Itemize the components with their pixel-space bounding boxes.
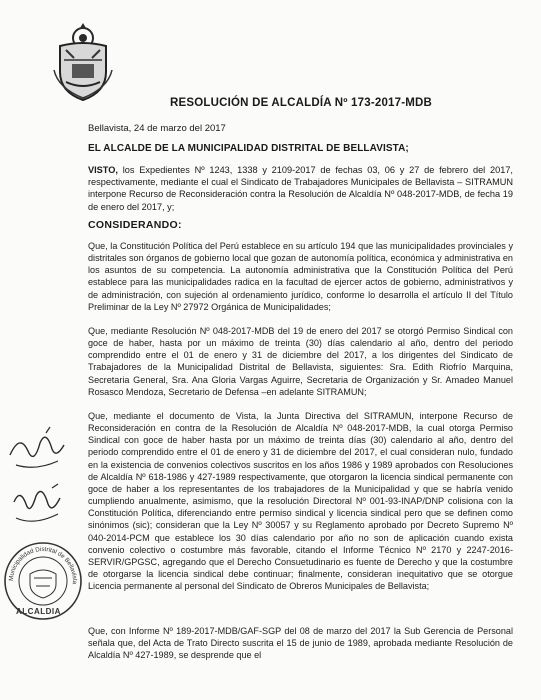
resolution-date: Bellavista, 24 de marzo del 2017 (88, 123, 226, 134)
paragraph-informe-189: Que, con Informe Nº 189-2017-MDB/GAF-SGP del 08 de marzo del 2017 la Sub Gerencia de Personal señala que, del Acta de Trato Directo suscrita el 15 de junio de 1989, aprobada mediante Resolución de Alcaldía Nº 427-1989, se desprende que el (88, 626, 513, 661)
stamp-center-word: ALCALDIA (16, 607, 61, 616)
visto-text: los Expedientes Nº 1243, 1338 y 2109-2017 de fechas 03, 06 y 27 de febrero del 2017, respectivamente, mediante el cual el Sindicato de Trabajadores Municipales de Bellavista – SITRAMUN interpone Recurso de Reconsideración contra la Resolución de Alcaldía Nº 048-2017-MDB, de fecha 19 de enero del 2017, y; (88, 165, 513, 212)
issuer-heading: EL ALCALDE DE LA MUNICIPALIDAD DISTRITAL DE BELLAVISTA; (88, 143, 409, 154)
initials-signature-icon (8, 482, 66, 530)
stamp-ring-text: Municipalidad Distrital de Bellavista (7, 545, 79, 585)
coat-of-arms-icon (52, 20, 114, 102)
considerando-label: CONSIDERANDO: (88, 219, 182, 231)
paragraph-constitution: Que, la Constitución Política del Perú establece en su artículo 194 que las municipalidades provinciales y distritales son órganos de gobierno local que gozan de autonomía política, económica y administrativa en los asuntos de su competencia. La autonomía administrativa que la Constitución Política del Perú establece para las municipalidades radica en la facultad de ejercer actos de gobierno, administrativos y de administración, con sujeción al ordenamiento jurídico, conforme lo desarrolla el artículo II del Título Preliminar de la Ley Nº 27972 Orgánica de Municipalidades; (88, 241, 513, 312)
paragraph-resolution-048: Que, mediante Resolución Nº 048-2017-MDB del 19 de enero del 2017 se otorgó Permiso Sindical con goce de haber, hasta por un máximo de treinta (30) días calendario al año, dentro del periodo comprendido entre el 01 de enero y 31 de diciembre del 2017, a los dirigentes del Sindicato de Trabajadores de la Municipalidad Distrital de Bellavista, siguientes: Sra. Edith Riofrío Marquina, Secretaria General, Sra. Ana Gloria Vargas Aguirre, Secretaria de Organización y Sr. Amadeo Manuel Rosasco Mendoza, Secretario de Defensa –en adelante SITRAMUN; (88, 326, 513, 397)
visto-section (88, 164, 513, 213)
paragraph-reconsideration: Que, mediante el documento de Vista, la Junta Directiva del SITRAMUN, interpone Recurso de Reconsideración en contra de la Resolución de Alcaldía Nº 048-2017-MDB, la cual otorga Permiso Sindical con goce de haber hasta por un máximo de treinta días (30) calendario al año, dentro del periodo comprendido entre el 01 de enero y 31 de diciembre del 2017, el cual consideran nulo, fundado en la existencia de convenios colectivos suscritos en los años 1986 y 1989 aprobados con Resoluciones de Alcaldía Nº 618-1986 y 427-1989 respectivamente, que otorgaron la licencia sindical permanente con goce de haber a los representantes de los trabajadores de la Municipalidad y que se habría venido cumpliendo anualmente, asimismo, que la resolución Directoral Nº 001-93-INAP/DNP colisiona con la Constitución Política, diferenciando entre permiso sindical y licencia sindical pero que se definen como sinónimos (sic); consideran que la Ley Nº 30057 y su Reglamento aprobado por Decreto Supremo Nº 040-2014-PCM que establece los 30 días calendario por año no son de aplicación cuando exista convenio colectivo o costumbre más favorable, citando el Informe Técnico Nº 2170 y 2247-2016-SERVIR/GPGSC, agregando que el Derecho Consuetudinario es fuente de Derecho y que la costumbre de otorgarse la licencia sindical debe continuar; finalmente, consideran inequitativo que se otorgue Licencia permanente al personal del Sindicato de Obreros Municipales de Bellavista; (88, 411, 513, 592)
initials-signature-icon (6, 425, 68, 477)
resolution-title: RESOLUCIÓN DE ALCALDÍA Nº 173-2017-MDB (170, 97, 433, 109)
visto-label: VISTO, (88, 165, 118, 175)
